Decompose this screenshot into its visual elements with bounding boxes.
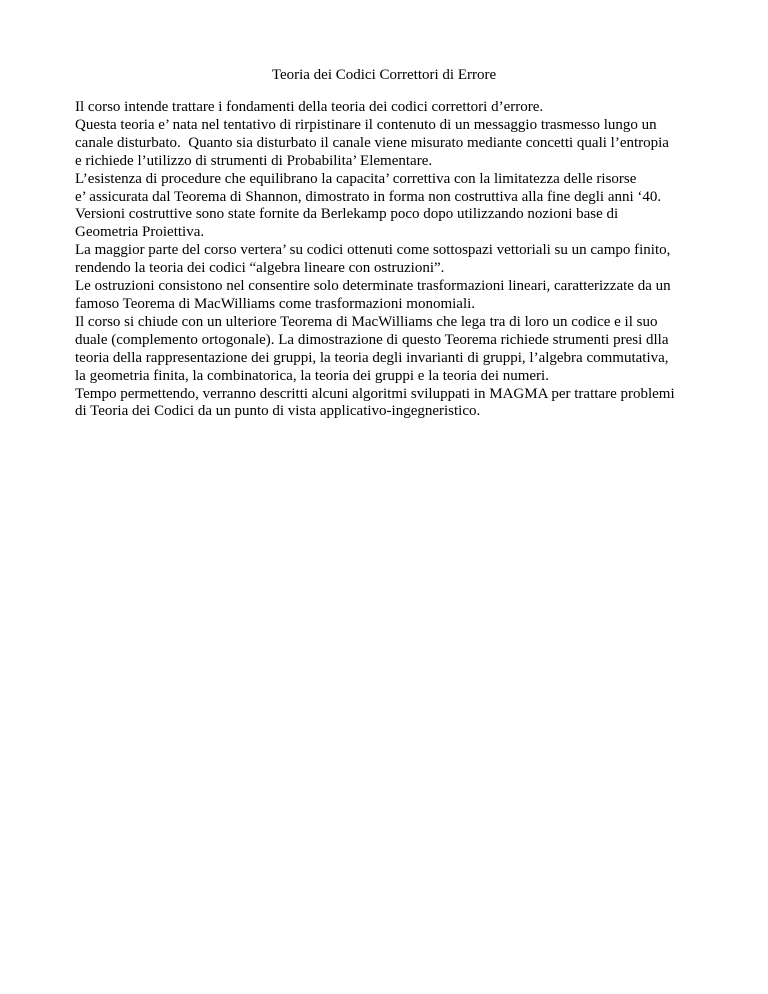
body-line: Geometria Proiettiva. [75, 224, 205, 241]
body-line: Il corso intende trattare i fondamenti della teoria dei codici correttori d’errore. [75, 99, 544, 115]
body-line: La maggior parte del corso vertera’ su codici ottenuti come sottospazi vettoriali su un campo finito, [75, 242, 671, 259]
body-line: Questa teoria e’ nata nel tentativo di rirpistinare il contenuto di un messaggio trasmesso lungo un [75, 116, 657, 133]
body-line: famoso Teorema di MacWilliams come trasformazioni monomiali. [75, 295, 476, 312]
body-line: la geometria finita, la combinatorica, la teoria dei gruppi e la teoria dei numeri. [75, 367, 549, 384]
body-line: Le ostruzioni consistono nel consentire solo determinate trasformazioni lineari, caratterizzate da un [75, 278, 671, 295]
body-line: e richiede l’utilizzo di strumenti di Probabilita’ Elementare. [75, 152, 433, 169]
body-line: L’esistenza di procedure che equilibrano la capacita’ correttiva con la limitatezza delle risorse [75, 170, 637, 187]
document-title: Teoria dei Codici Correttori di Errore [271, 67, 497, 83]
body-line: Il corso si chiude con un ulteriore Teorema di MacWilliams che lega tra di loro un codice e il suo [75, 313, 658, 330]
body-line: teoria della rappresentazione dei gruppi, la teoria degli invarianti di gruppi, l’algebra commutativa, [75, 349, 669, 366]
body-line: di Teoria dei Codici da un punto di vista applicativo-ingegneristico. [75, 403, 481, 420]
body-line: rendendo la teoria dei codici “algebra lineare con ostruzioni”. [75, 260, 445, 277]
body-line: duale (complemento ortogonale). La dimostrazione di questo Teorema richiede strumenti presi dlla [75, 331, 669, 348]
document-body [75, 99, 755, 421]
body-line: e’ assicurata dal Teorema di Shannon, dimostrato in forma non costruttiva alla fine degli anni ‘40. [75, 188, 662, 205]
body-line: Versioni costruttive sono state fornite da Berlekamp poco dopo utilizzando nozioni base di [75, 206, 619, 223]
body-line: canale disturbato. Quanto sia disturbato il canale viene misurato mediante concetti quali l’entropia [75, 134, 669, 151]
body-line: Tempo permettendo, verranno descritti alcuni algoritmi sviluppati in MAGMA per trattare problemi [75, 385, 675, 402]
